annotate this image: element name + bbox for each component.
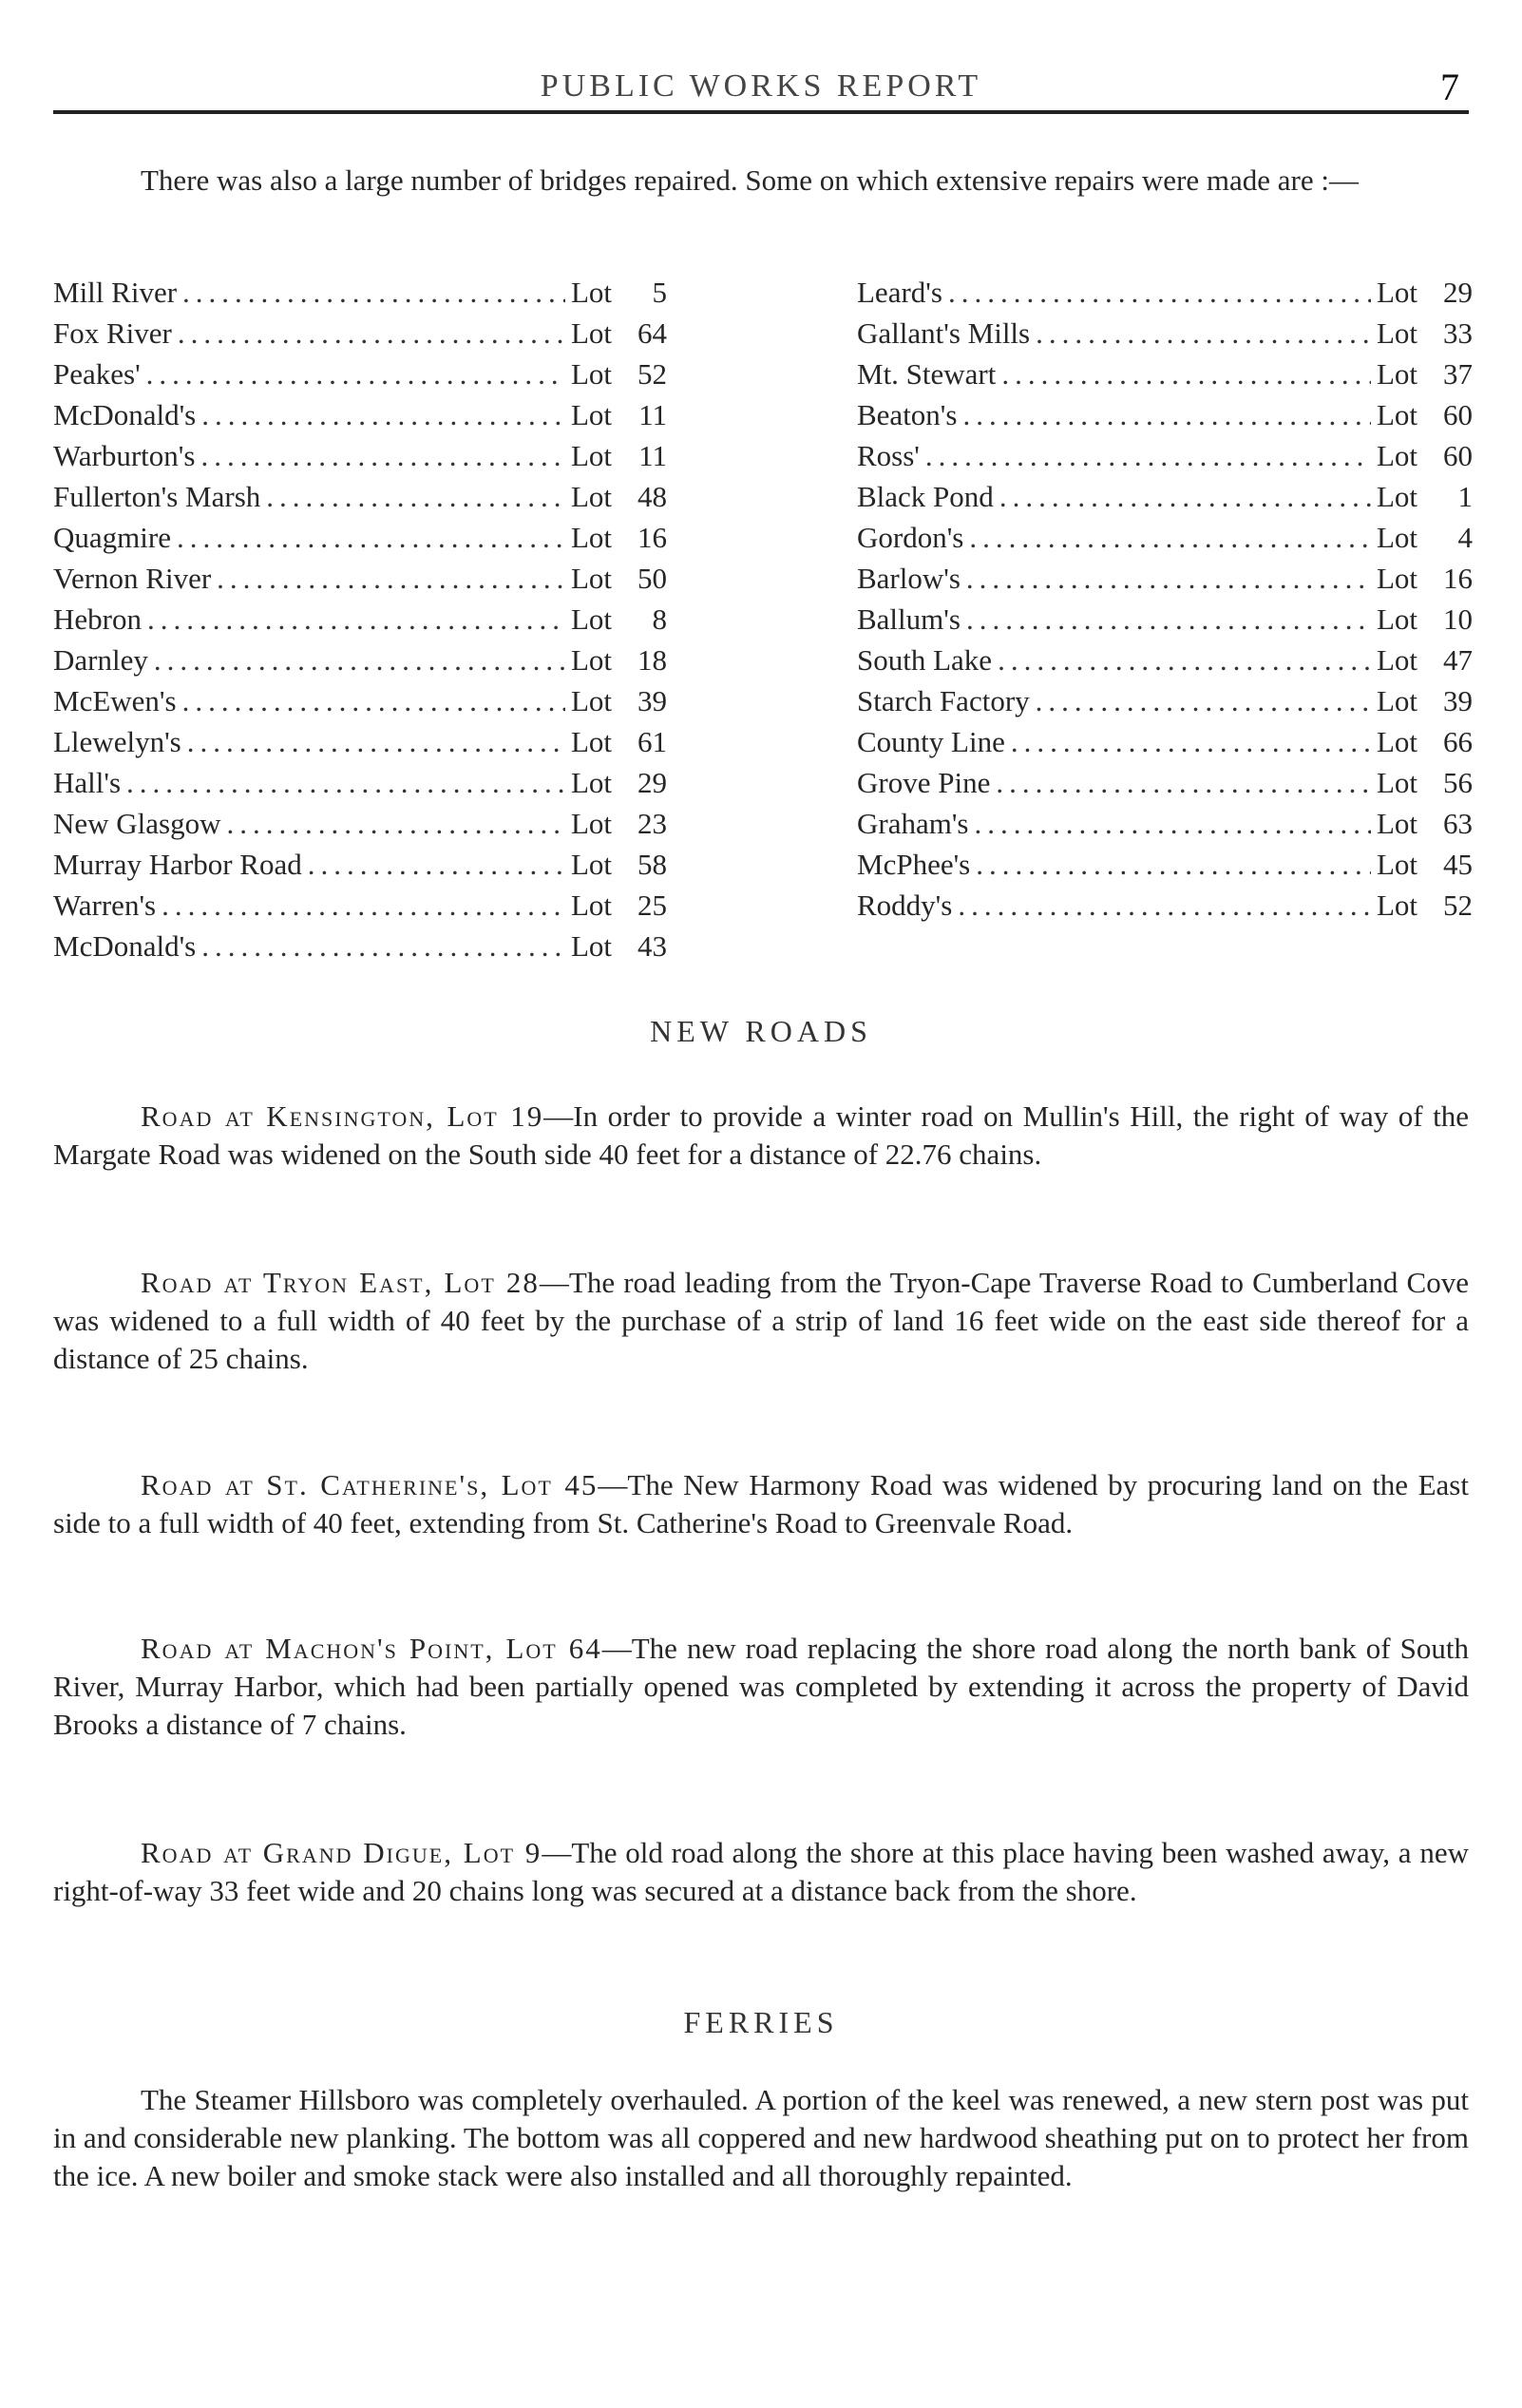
list-item [53, 766, 667, 807]
dot-leader [958, 889, 1371, 923]
list-item [857, 316, 1473, 357]
list-item [857, 766, 1473, 807]
road-entry-text: —The New Harmony Road was widened by procuring land on the East side to a full width of 40 feet, extending from St. Catherine's Road to Greenvale Road. [53, 1468, 1469, 1539]
lot-label: Lot [1376, 562, 1417, 595]
lot-number: 23 [637, 807, 667, 840]
lot-label: Lot [570, 357, 612, 391]
list-item [53, 357, 667, 398]
road-entry-lead: Road at Tryon East, Lot 28 [141, 1266, 540, 1299]
dot-leader [126, 766, 565, 800]
dot-leader [187, 725, 565, 759]
list-item [53, 848, 667, 889]
bridge-name: Llewelyn's [53, 725, 181, 758]
lot-label: Lot [570, 562, 612, 595]
bridge-name: Vernon River [53, 562, 212, 595]
bridge-name: Mt. Stewart [857, 357, 997, 391]
list-item [53, 889, 667, 929]
running-title: PUBLIC WORKS REPORT [540, 68, 982, 104]
list-item [53, 521, 667, 562]
lot-number: 29 [1443, 276, 1473, 309]
road-entry-lead: Road at Grand Digue, Lot 9 [141, 1836, 542, 1869]
road-entry-text: —The new road replacing the shore road along the north bank of South River, Murray Harbor, which had been partially opened was completed by extending it across the property of David Brooks a distance of 7 chains. [53, 1632, 1469, 1741]
list-item [53, 602, 667, 643]
dot-leader [201, 398, 565, 432]
bridge-name: Roddy's [857, 889, 953, 922]
dot-leader [969, 521, 1371, 555]
list-item [857, 480, 1473, 521]
lot-number: 39 [637, 684, 667, 717]
list-item [53, 398, 667, 439]
bridge-list-right [857, 276, 1473, 929]
list-item [53, 562, 667, 602]
dot-leader [154, 643, 565, 678]
lot-label: Lot [1376, 521, 1417, 554]
lot-label: Lot [1376, 316, 1417, 350]
lot-label: Lot [1376, 439, 1417, 472]
bridge-name: McPhee's [857, 848, 971, 881]
lot-label: Lot [570, 766, 612, 799]
dot-leader [217, 562, 565, 596]
bridge-name: Gordon's [857, 521, 964, 554]
lot-number: 25 [637, 889, 667, 922]
dot-leader [975, 807, 1371, 841]
road-entry-text: —The road leading from the Tryon-Cape Traverse Road to Cumberland Cove was widened to a full width of 40 feet by the purchase of a strip of land 16 feet wide on the east side thereof for a distance of 25 chains. [53, 1266, 1469, 1375]
road-entry-lead: Road at Machon's Point, Lot 64 [141, 1632, 602, 1665]
lot-number: 66 [1443, 725, 1473, 758]
lot-number: 60 [1443, 398, 1473, 431]
list-item [53, 439, 667, 480]
bridge-name: Warren's [53, 889, 157, 922]
bridge-name: Fox River [53, 316, 172, 350]
bridge-name: Quagmire [53, 521, 171, 554]
lot-number: 64 [637, 316, 667, 350]
road-entry-lead: Road at St. Catherine's, Lot 45 [141, 1468, 599, 1501]
list-item [53, 684, 667, 725]
lot-number: 37 [1443, 357, 1473, 391]
lot-number: 50 [637, 562, 667, 595]
dot-leader [996, 766, 1371, 800]
running-header [53, 59, 1469, 116]
dot-leader [966, 602, 1371, 637]
lot-number: 39 [1443, 684, 1473, 717]
bridge-name: Fullerton's Marsh [53, 480, 261, 513]
lot-label: Lot [570, 725, 612, 758]
road-entry-lead: Road at Kensington, Lot 19 [141, 1099, 544, 1133]
lot-number: 16 [1443, 562, 1473, 595]
dot-leader [1036, 316, 1371, 351]
list-item [53, 643, 667, 684]
lot-label: Lot [570, 929, 612, 963]
dot-leader [201, 929, 565, 964]
list-item [857, 725, 1473, 766]
dot-leader [962, 398, 1370, 432]
dot-leader [146, 357, 565, 392]
dot-leader [182, 276, 565, 310]
lot-number: 56 [1443, 766, 1473, 799]
road-entry-grand-digue [53, 1834, 1469, 1910]
lot-number: 1 [1457, 480, 1473, 513]
dot-leader [1036, 684, 1371, 718]
bridge-name: Starch Factory [857, 684, 1030, 717]
dot-leader [1001, 357, 1371, 392]
lot-label: Lot [1376, 807, 1417, 840]
bridge-name: Peakes' [53, 357, 141, 391]
road-entry-text: —The old road along the shore at this place having been washed away, a new right-of-way 33 feet wide and 20 chains long was secured at a distance back from the shore. [53, 1836, 1469, 1907]
road-entry-text: —In order to provide a winter road on Mullin's Hill, the right of way of the Margate Road was widened on the South side 40 feet for a distance of 22.76 chains. [53, 1099, 1470, 1171]
lot-label: Lot [570, 521, 612, 554]
bridge-name: South Lake [857, 643, 993, 677]
lot-number: 4 [1457, 521, 1473, 554]
bridge-name: Grove Pine [857, 766, 991, 799]
bridge-name: McDonald's [53, 929, 197, 963]
dot-leader [966, 562, 1371, 596]
list-item [53, 316, 667, 357]
bridge-name: McEwen's [53, 684, 177, 717]
lot-label: Lot [1376, 276, 1417, 309]
bridge-list-left [53, 276, 667, 970]
list-item [857, 807, 1473, 848]
lot-label: Lot [570, 316, 612, 350]
dot-leader [1011, 725, 1371, 759]
lot-number: 58 [637, 848, 667, 881]
lot-label: Lot [570, 276, 612, 309]
lot-label: Lot [1376, 357, 1417, 391]
lot-number: 48 [637, 480, 667, 513]
lot-number: 52 [637, 357, 667, 391]
lot-label: Lot [570, 398, 612, 431]
lot-number: 33 [1443, 316, 1473, 350]
bridge-name: County Line [857, 725, 1005, 758]
lot-number: 8 [652, 602, 667, 636]
bridge-name: Mill River [53, 276, 178, 309]
bridge-name: Barlow's [857, 562, 961, 595]
dot-leader [182, 684, 565, 718]
list-item [857, 643, 1473, 684]
lot-label: Lot [570, 602, 612, 636]
dot-leader [976, 848, 1371, 882]
lot-number: 61 [637, 725, 667, 758]
lot-number: 60 [1443, 439, 1473, 472]
dot-leader [162, 889, 565, 923]
lot-label: Lot [1376, 684, 1417, 717]
intro-paragraph: There was also a large number of bridges repaired. Some on which extensive repairs were made are :— [141, 163, 1359, 197]
list-item [857, 398, 1473, 439]
bridge-name: Ballum's [857, 602, 961, 636]
lot-number: 47 [1443, 643, 1473, 677]
lot-label: Lot [570, 807, 612, 840]
bridge-name: Black Pond [857, 480, 994, 513]
road-entry-st-catherines [53, 1466, 1469, 1542]
lot-number: 11 [638, 398, 667, 431]
list-item [857, 276, 1473, 316]
dot-leader [266, 480, 565, 514]
lot-label: Lot [570, 684, 612, 717]
dot-leader [200, 439, 564, 473]
lot-number: 11 [638, 439, 667, 472]
bridge-name: Warburton's [53, 439, 196, 472]
list-item [857, 684, 1473, 725]
list-item [857, 521, 1473, 562]
lot-label: Lot [570, 643, 612, 677]
ferries-paragraph: The Steamer Hillsboro was completely overhauled. A portion of the keel was renewed, a new stern post was put in and considerable new planking. The bottom was all coppered and new hardwood sheathing put on to protect her from the ice. A new boiler and smoke stack were also installed and all thoroughly repainted. [53, 2083, 1469, 2192]
list-item [53, 929, 667, 970]
lot-label: Lot [570, 848, 612, 881]
bridge-name: Hall's [53, 766, 122, 799]
road-entry-kensington [53, 1098, 1469, 1174]
lot-number: 52 [1443, 889, 1473, 922]
lot-number: 29 [637, 766, 667, 799]
lot-number: 45 [1443, 848, 1473, 881]
bridge-name: Darnley [53, 643, 148, 677]
bridge-name: New Glasgow [53, 807, 221, 840]
list-item [857, 602, 1473, 643]
bridge-name: Hebron [53, 602, 142, 636]
list-item [857, 562, 1473, 602]
list-item [53, 725, 667, 766]
new-roads-heading: NEW ROADS [650, 1014, 872, 1048]
dot-leader [948, 276, 1371, 310]
list-item [857, 848, 1473, 889]
dot-leader [227, 807, 565, 841]
lot-label: Lot [1376, 725, 1417, 758]
lot-label: Lot [570, 439, 612, 472]
bridge-name: Graham's [857, 807, 969, 840]
bridge-name: Leard's [857, 276, 942, 309]
dot-leader [147, 602, 565, 637]
lot-label: Lot [570, 889, 612, 922]
lot-number: 43 [637, 929, 667, 963]
ferries-heading: FERRIES [683, 2005, 839, 2039]
dot-leader [308, 848, 565, 882]
list-item [857, 889, 1473, 929]
dot-leader [925, 439, 1371, 473]
road-entry-machons-point [53, 1630, 1469, 1744]
lot-label: Lot [1376, 643, 1417, 677]
lot-label: Lot [1376, 848, 1417, 881]
page-number: 7 [1440, 66, 1459, 108]
lot-number: 18 [637, 643, 667, 677]
bridge-name: Murray Harbor Road [53, 848, 302, 881]
list-item [53, 276, 667, 316]
lot-label: Lot [1376, 889, 1417, 922]
lot-label: Lot [1376, 602, 1417, 636]
lot-number: 5 [652, 276, 667, 309]
lot-number: 10 [1443, 602, 1473, 636]
lot-label: Lot [1376, 480, 1417, 513]
dot-leader [998, 643, 1371, 678]
dot-leader [178, 316, 565, 351]
header-rule [53, 110, 1469, 114]
dot-leader [999, 480, 1371, 514]
bridge-name: McDonald's [53, 398, 197, 431]
lot-label: Lot [570, 480, 612, 513]
bridge-name: Ross' [857, 439, 920, 472]
lot-label: Lot [1376, 766, 1417, 799]
lot-label: Lot [1376, 398, 1417, 431]
bridge-name: Gallant's Mills [857, 316, 1031, 350]
road-entry-tryon-east [53, 1264, 1469, 1378]
list-item [857, 439, 1473, 480]
lot-number: 63 [1443, 807, 1473, 840]
dot-leader [177, 521, 565, 555]
bridge-name: Beaton's [857, 398, 958, 431]
list-item [857, 357, 1473, 398]
list-item [53, 480, 667, 521]
list-item [53, 807, 667, 848]
lot-number: 16 [637, 521, 667, 554]
